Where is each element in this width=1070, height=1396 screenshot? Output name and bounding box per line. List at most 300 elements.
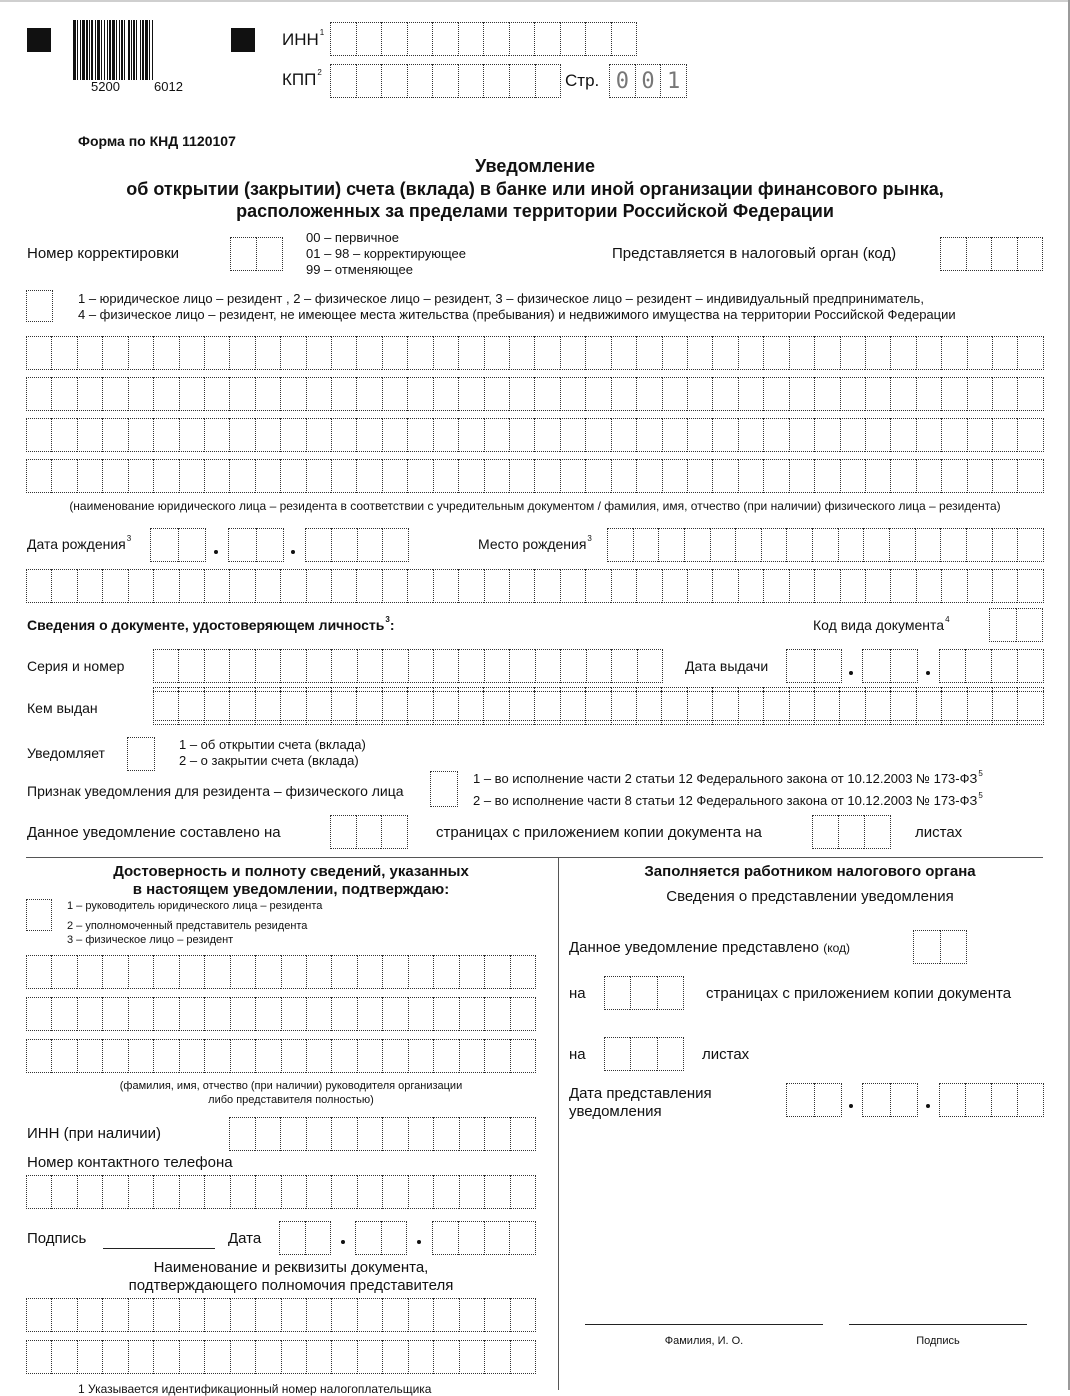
resident-name-row-3-cell[interactable] (814, 418, 839, 452)
resident-name-row-2-cell[interactable] (128, 377, 153, 411)
confirm-name-row-3-cell[interactable] (281, 1039, 306, 1073)
resident-name-row-3-cell[interactable] (102, 418, 127, 452)
issued-by-cells-2-cell[interactable] (789, 691, 814, 725)
birth-place-cells-1-cell[interactable] (838, 528, 864, 562)
authority-doc-row-2-cell[interactable] (77, 1340, 102, 1374)
pages-count-cells-cell[interactable] (330, 815, 356, 849)
resident-name-row-1-cell[interactable] (102, 336, 127, 370)
resident-name-row-4-cell[interactable] (509, 459, 534, 493)
resident-name-row-4-cell[interactable] (712, 459, 737, 493)
authority-doc-row-1-cell[interactable] (102, 1298, 127, 1332)
resident-name-row-3[interactable] (26, 418, 1044, 452)
confirm-name-row-3-cell[interactable] (51, 1039, 76, 1073)
tax-month-cells[interactable] (862, 1083, 918, 1117)
phone-cells-cell[interactable] (77, 1175, 102, 1209)
resident-name-row-1-cell[interactable] (662, 336, 687, 370)
resident-name-row-4-cell[interactable] (789, 459, 814, 493)
authority-doc-row-1-cell[interactable] (204, 1298, 229, 1332)
issued-by-cells-2-cell[interactable] (382, 691, 407, 725)
confirm-name-row-3-cell[interactable] (357, 1039, 382, 1073)
confirm-name-row-3-cell[interactable] (179, 1039, 204, 1073)
issued-by-cells-2-cell[interactable] (967, 691, 992, 725)
phone-cells-cell[interactable] (204, 1175, 229, 1209)
resident-name-row-4-cell[interactable] (560, 459, 585, 493)
phone-cells-cell[interactable] (51, 1175, 76, 1209)
notify-cell-cell[interactable] (127, 737, 155, 771)
tax-year-cells-cell[interactable] (965, 1083, 991, 1117)
resident-name-row-3-cell[interactable] (484, 418, 509, 452)
issued-by-cells-2-cell[interactable] (839, 691, 864, 725)
birth-place-cells-2-cell[interactable] (484, 569, 509, 603)
resident-name-row-3-cell[interactable] (611, 418, 636, 452)
resident-name-row-2-cell[interactable] (941, 377, 966, 411)
confirm-name-row-3[interactable] (26, 1039, 536, 1073)
issued-by-cells-2-cell[interactable] (560, 691, 585, 725)
sheets-count-cells-cell[interactable] (864, 815, 891, 849)
confirm-name-row-2-cell[interactable] (484, 997, 509, 1031)
resident-name-row-4-cell[interactable] (763, 459, 788, 493)
tax-day-cells[interactable] (786, 1083, 842, 1117)
page-number-cells-cell[interactable]: 0 (609, 64, 635, 98)
resident-name-row-3-cell[interactable] (992, 418, 1017, 452)
confirm-name-row-2-cell[interactable] (77, 997, 102, 1031)
birth-place-cells-2-cell[interactable] (382, 569, 407, 603)
confirm-name-row-1-cell[interactable] (51, 955, 76, 989)
resident-name-row-3-cell[interactable] (534, 418, 559, 452)
resident-name-row-2-cell[interactable] (789, 377, 814, 411)
kpp-cells-cell[interactable] (356, 64, 382, 98)
resident-name-row-4-cell[interactable] (51, 459, 76, 493)
inn-cells-cell[interactable] (483, 22, 509, 56)
birth-place-cells-1-cell[interactable] (966, 528, 992, 562)
confirm-inn-cells-cell[interactable] (229, 1117, 255, 1151)
authority-doc-row-1-cell[interactable] (484, 1298, 509, 1332)
resident-name-row-2-cell[interactable] (814, 377, 839, 411)
doc-code-cells[interactable] (989, 608, 1043, 642)
tax-year-cells[interactable] (939, 1083, 1044, 1117)
confirm-name-row-1-cell[interactable] (510, 955, 536, 989)
issue-month-cells-cell[interactable] (890, 649, 919, 683)
birth-place-cells-1-cell[interactable] (992, 528, 1018, 562)
confirm-name-row-1-cell[interactable] (408, 955, 433, 989)
resident-name-row-1-cell[interactable] (585, 336, 610, 370)
birth-place-cells-1-cell[interactable] (684, 528, 710, 562)
birth-place-cells-2-cell[interactable] (77, 569, 102, 603)
kpp-cells-cell[interactable] (330, 64, 356, 98)
phone-cells-cell[interactable] (382, 1175, 407, 1209)
resident-name-row-3-cell[interactable] (1017, 418, 1043, 452)
resident-type-cell[interactable] (26, 290, 53, 322)
confirm-name-row-2-cell[interactable] (230, 997, 255, 1031)
birth-month-cells-cell[interactable] (256, 528, 285, 562)
confirm-name-row-2-cell[interactable] (510, 997, 536, 1031)
resident-name-row-2-cell[interactable] (356, 377, 381, 411)
confirm-inn-cells-cell[interactable] (255, 1117, 281, 1151)
tax-month-cells-cell[interactable] (862, 1083, 890, 1117)
resident-name-row-4-cell[interactable] (433, 459, 458, 493)
tax-fio-line[interactable] (585, 1324, 823, 1325)
resident-name-row-1-cell[interactable] (738, 336, 763, 370)
resident-name-row-3-cell[interactable] (280, 418, 305, 452)
correction-cells-cell[interactable] (230, 237, 256, 271)
birth-day-cells[interactable] (150, 528, 206, 562)
tax-authority-cells[interactable] (940, 237, 1043, 271)
phone-cells-cell[interactable] (408, 1175, 433, 1209)
resident-name-row-4-cell[interactable] (306, 459, 331, 493)
inn-cells[interactable] (330, 22, 637, 56)
resident-name-row-2[interactable] (26, 377, 1044, 411)
confirm-name-row-2-cell[interactable] (408, 997, 433, 1031)
resident-name-row-4-cell[interactable] (585, 459, 610, 493)
confirm-name-row-1-cell[interactable] (153, 955, 178, 989)
resident-name-row-4-cell[interactable] (458, 459, 483, 493)
resident-name-row-2-cell[interactable] (738, 377, 763, 411)
resident-name-row-4-cell[interactable] (382, 459, 407, 493)
resident-name-row-2-cell[interactable] (509, 377, 534, 411)
birth-place-cells-1-cell[interactable] (658, 528, 684, 562)
issued-by-cells-2-cell[interactable] (687, 691, 712, 725)
authority-doc-row-2-cell[interactable] (153, 1340, 178, 1374)
confirm-name-row-2[interactable] (26, 997, 536, 1031)
phone-cells-cell[interactable] (102, 1175, 127, 1209)
phone-cells[interactable] (26, 1175, 536, 1209)
authority-doc-row-2-cell[interactable] (230, 1340, 255, 1374)
tax-sheets-cells-cell[interactable] (657, 1037, 684, 1071)
issued-by-cells-2-cell[interactable] (992, 691, 1017, 725)
series-number-cells-cell[interactable] (280, 649, 305, 683)
resident-name-row-3-cell[interactable] (662, 418, 687, 452)
birth-place-cells-2-cell[interactable] (738, 569, 763, 603)
confirm-name-row-2-cell[interactable] (433, 997, 458, 1031)
birth-day-cells-cell[interactable] (150, 528, 178, 562)
inn-cells-cell[interactable] (611, 22, 638, 56)
issue-year-cells-cell[interactable] (939, 649, 965, 683)
resident-name-row-4-cell[interactable] (255, 459, 280, 493)
resident-name-row-4-cell[interactable] (941, 459, 966, 493)
resident-name-row-3-cell[interactable] (865, 418, 890, 452)
authority-doc-row-2-cell[interactable] (26, 1340, 51, 1374)
confirm-name-row-2-cell[interactable] (357, 997, 382, 1031)
sheets-count-cells[interactable] (812, 815, 891, 849)
resident-name-row-1-cell[interactable] (967, 336, 992, 370)
issued-by-cells-2-cell[interactable] (636, 691, 661, 725)
confirm-name-row-2-cell[interactable] (26, 997, 51, 1031)
confirm-year-cells-cell[interactable] (484, 1221, 510, 1255)
issued-by-cells-2-cell[interactable] (356, 691, 381, 725)
birth-day-cells-cell[interactable] (178, 528, 207, 562)
correction-cells-cell[interactable] (256, 237, 283, 271)
confirm-name-row-1-cell[interactable] (26, 955, 51, 989)
resident-name-row-4-cell[interactable] (865, 459, 890, 493)
sheets-count-cells-cell[interactable] (812, 815, 838, 849)
tax-year-cells-cell[interactable] (939, 1083, 965, 1117)
tax-day-cells-cell[interactable] (814, 1083, 843, 1117)
birth-place-cells-2-cell[interactable] (51, 569, 76, 603)
resident-name-row-2-cell[interactable] (51, 377, 76, 411)
tax-year-cells-cell[interactable] (1017, 1083, 1044, 1117)
confirm-name-row-3-cell[interactable] (204, 1039, 229, 1073)
birth-year-cells[interactable] (305, 528, 409, 562)
birth-place-cells-2-cell[interactable] (763, 569, 788, 603)
resident-name-row-3-cell[interactable] (941, 418, 966, 452)
authority-doc-row-2-cell[interactable] (51, 1340, 76, 1374)
resident-name-row-4-cell[interactable] (916, 459, 941, 493)
confirm-year-cells-cell[interactable] (458, 1221, 484, 1255)
resident-name-row-1-cell[interactable] (356, 336, 381, 370)
issued-by-cells-2-cell[interactable] (433, 691, 458, 725)
birth-place-cells-1-cell[interactable] (735, 528, 761, 562)
resident-name-row-2-cell[interactable] (890, 377, 915, 411)
birth-place-cells-2-cell[interactable] (662, 569, 687, 603)
authority-doc-row-2-cell[interactable] (255, 1340, 280, 1374)
birth-month-cells-cell[interactable] (228, 528, 256, 562)
resident-name-row-3-cell[interactable] (204, 418, 229, 452)
tax-pages-cells-cell[interactable] (657, 976, 684, 1010)
phone-cells-cell[interactable] (128, 1175, 153, 1209)
issued-by-cells-2-cell[interactable] (407, 691, 432, 725)
resident-name-row-2-cell[interactable] (560, 377, 585, 411)
resident-name-row-1-cell[interactable] (865, 336, 890, 370)
confirm-year-cells-cell[interactable] (432, 1221, 458, 1255)
confirm-name-row-3-cell[interactable] (230, 1039, 255, 1073)
confirm-inn-cells-cell[interactable] (331, 1117, 357, 1151)
inn-cells-cell[interactable] (356, 22, 382, 56)
birth-place-cells-1-cell[interactable] (812, 528, 838, 562)
issued-by-cells-2-cell[interactable] (661, 691, 686, 725)
confirm-name-row-2-cell[interactable] (331, 997, 356, 1031)
tax-authority-cells-cell[interactable] (940, 237, 966, 271)
doc-code-cells-cell[interactable] (1016, 608, 1044, 642)
authority-doc-row-2-cell[interactable] (128, 1340, 153, 1374)
resident-name-row-1-cell[interactable] (255, 336, 280, 370)
birth-place-cells-1-cell[interactable] (1017, 528, 1044, 562)
resident-name-row-4-cell[interactable] (356, 459, 381, 493)
resident-name-row-1-cell[interactable] (382, 336, 407, 370)
tax-pages-cells-cell[interactable] (630, 976, 656, 1010)
series-number-cells-cell[interactable] (509, 649, 534, 683)
birth-place-cells-2-cell[interactable] (890, 569, 915, 603)
phone-cells-cell[interactable] (484, 1175, 509, 1209)
authority-doc-row-1-cell[interactable] (51, 1298, 76, 1332)
resident-name-row-2-cell[interactable] (102, 377, 127, 411)
resident-name-row-1-cell[interactable] (229, 336, 254, 370)
authority-doc-row-1-cell[interactable] (230, 1298, 255, 1332)
inn-cells-cell[interactable] (330, 22, 356, 56)
resident-name-row-3-cell[interactable] (560, 418, 585, 452)
issued-by-cells-2-cell[interactable] (483, 691, 508, 725)
tax-submitted-cells-cell[interactable] (940, 930, 968, 964)
birth-place-cells-2-cell[interactable] (992, 569, 1017, 603)
resident-name-row-1-cell[interactable] (789, 336, 814, 370)
resident-name-row-3-cell[interactable] (255, 418, 280, 452)
tax-submitted-cells-cell[interactable] (913, 930, 940, 964)
pages-count-cells-cell[interactable] (356, 815, 382, 849)
resident-name-row-4-cell[interactable] (662, 459, 687, 493)
resident-name-row-1-cell[interactable] (484, 336, 509, 370)
birth-place-cells-2-cell[interactable] (433, 569, 458, 603)
pages-count-cells-cell[interactable] (381, 815, 408, 849)
confirm-name-row-3-cell[interactable] (128, 1039, 153, 1073)
issued-by-cells-2-cell[interactable] (178, 691, 203, 725)
confirm-name-row-3-cell[interactable] (484, 1039, 509, 1073)
birth-place-cells-1-cell[interactable] (761, 528, 787, 562)
confirm-month-cells-cell[interactable] (355, 1221, 381, 1255)
resident-name-row-1-cell[interactable] (26, 336, 51, 370)
signature-line[interactable] (103, 1248, 215, 1249)
series-number-cells-cell[interactable] (611, 649, 636, 683)
birth-place-cells-2-cell[interactable] (916, 569, 941, 603)
series-number-cells-cell[interactable] (153, 649, 178, 683)
resident-name-row-3-cell[interactable] (967, 418, 992, 452)
kpp-cells[interactable] (330, 64, 561, 98)
resident-name-row-2-cell[interactable] (407, 377, 432, 411)
issued-by-cells-2-cell[interactable] (763, 691, 788, 725)
series-number-cells-cell[interactable] (586, 649, 611, 683)
authority-doc-row-2-cell[interactable] (484, 1340, 509, 1374)
confirm-name-row-1-cell[interactable] (331, 955, 356, 989)
resident-name-row-1-cell[interactable] (331, 336, 356, 370)
resident-name-row-3-cell[interactable] (687, 418, 712, 452)
inn-cells-cell[interactable] (407, 22, 433, 56)
series-number-cells-cell[interactable] (306, 649, 331, 683)
resident-name-row-4-cell[interactable] (1017, 459, 1043, 493)
issue-year-cells-cell[interactable] (965, 649, 991, 683)
confirm-name-row-1-cell[interactable] (77, 955, 102, 989)
issued-by-cells-2-cell[interactable] (306, 691, 331, 725)
issued-by-cells-2-cell[interactable] (280, 691, 305, 725)
issued-by-cells-2-cell[interactable] (509, 691, 534, 725)
confirm-inn-cells-cell[interactable] (382, 1117, 408, 1151)
confirm-name-row-3-cell[interactable] (306, 1039, 331, 1073)
confirm-name-row-1-cell[interactable] (433, 955, 458, 989)
series-number-cells-cell[interactable] (382, 649, 407, 683)
phone-cells-cell[interactable] (331, 1175, 356, 1209)
birth-place-cells-2-cell[interactable] (280, 569, 305, 603)
confirm-day-cells-cell[interactable] (305, 1221, 332, 1255)
resident-name-row-2-cell[interactable] (433, 377, 458, 411)
resident-name-row-2-cell[interactable] (153, 377, 178, 411)
resident-name-row-3-cell[interactable] (789, 418, 814, 452)
series-number-cells-cell[interactable] (204, 649, 229, 683)
confirm-name-row-1-cell[interactable] (204, 955, 229, 989)
issued-by-cells-2-cell[interactable] (611, 691, 636, 725)
resident-name-row-3-cell[interactable] (153, 418, 178, 452)
issue-day-cells-cell[interactable] (814, 649, 843, 683)
birth-place-cells-2-cell[interactable] (840, 569, 865, 603)
kpp-cells-cell[interactable] (432, 64, 458, 98)
issue-day-cells-cell[interactable] (786, 649, 814, 683)
resident-name-row-2-cell[interactable] (636, 377, 661, 411)
phone-cells-cell[interactable] (306, 1175, 331, 1209)
birth-place-cells-2-cell[interactable] (865, 569, 890, 603)
resident-name-row-4-cell[interactable] (407, 459, 432, 493)
authority-doc-row-1-cell[interactable] (153, 1298, 178, 1332)
issued-by-cells-2-cell[interactable] (153, 691, 178, 725)
confirm-role-cell-cell[interactable] (26, 899, 52, 931)
resident-name-row-1-cell[interactable] (712, 336, 737, 370)
resident-name-row-4-cell[interactable] (636, 459, 661, 493)
tax-signature-line[interactable] (849, 1324, 1027, 1325)
birth-month-cells[interactable] (228, 528, 284, 562)
confirm-name-row-1-cell[interactable] (459, 955, 484, 989)
resident-name-row-3-cell[interactable] (712, 418, 737, 452)
issue-day-cells[interactable] (786, 649, 842, 683)
birth-place-cells-2-cell[interactable] (356, 569, 381, 603)
confirm-name-row-2-cell[interactable] (204, 997, 229, 1031)
series-number-cells-cell[interactable] (178, 649, 203, 683)
resident-name-row-4-cell[interactable] (890, 459, 915, 493)
birth-year-cells-cell[interactable] (357, 528, 383, 562)
authority-doc-row-1-cell[interactable] (306, 1298, 331, 1332)
issued-by-cells-2-cell[interactable] (738, 691, 763, 725)
birth-year-cells-cell[interactable] (382, 528, 409, 562)
authority-doc-row-1-cell[interactable] (128, 1298, 153, 1332)
birth-place-cells-1[interactable] (607, 528, 1044, 562)
confirm-name-row-2-cell[interactable] (51, 997, 76, 1031)
birth-place-cells-2-cell[interactable] (306, 569, 331, 603)
birth-place-cells-2-cell[interactable] (585, 569, 610, 603)
confirm-name-row-1-cell[interactable] (357, 955, 382, 989)
issue-year-cells[interactable] (939, 649, 1044, 683)
issue-year-cells-cell[interactable] (1017, 649, 1044, 683)
birth-year-cells-cell[interactable] (305, 528, 331, 562)
resident-name-row-2-cell[interactable] (534, 377, 559, 411)
resident-name-row-1-cell[interactable] (611, 336, 636, 370)
confirm-name-row-2-cell[interactable] (179, 997, 204, 1031)
tax-authority-cells-cell[interactable] (966, 237, 992, 271)
tax-authority-cells-cell[interactable] (1017, 237, 1044, 271)
confirm-inn-cells-cell[interactable] (433, 1117, 459, 1151)
resident-name-row-1-cell[interactable] (280, 336, 305, 370)
resident-name-row-1-cell[interactable] (763, 336, 788, 370)
authority-doc-row-1-cell[interactable] (255, 1298, 280, 1332)
resident-name-row-3-cell[interactable] (636, 418, 661, 452)
confirm-year-cells[interactable] (432, 1221, 536, 1255)
confirm-name-row-2-cell[interactable] (102, 997, 127, 1031)
phone-cells-cell[interactable] (433, 1175, 458, 1209)
issued-by-cells-2-cell[interactable] (331, 691, 356, 725)
resident-name-row-4-cell[interactable] (77, 459, 102, 493)
authority-doc-row-2-cell[interactable] (179, 1340, 204, 1374)
series-number-cells-cell[interactable] (255, 649, 280, 683)
confirm-inn-cells-cell[interactable] (408, 1117, 434, 1151)
page-number-cells[interactable] (609, 64, 687, 98)
resident-name-row-2-cell[interactable] (26, 377, 51, 411)
series-number-cells-cell[interactable] (408, 649, 433, 683)
resident-name-row-2-cell[interactable] (204, 377, 229, 411)
birth-place-cells-2-cell[interactable] (611, 569, 636, 603)
resident-name-row-4-cell[interactable] (814, 459, 839, 493)
resident-name-row-1-cell[interactable] (992, 336, 1017, 370)
resident-name-row-4-cell[interactable] (992, 459, 1017, 493)
resident-name-row-3-cell[interactable] (229, 418, 254, 452)
tax-submitted-cells[interactable] (913, 930, 967, 964)
issue-year-cells-cell[interactable] (991, 649, 1017, 683)
birth-place-cells-2-cell[interactable] (814, 569, 839, 603)
issued-by-cells-2[interactable] (153, 691, 1044, 725)
birth-place-cells-2-cell[interactable] (967, 569, 992, 603)
birth-place-cells-2-cell[interactable] (941, 569, 966, 603)
resident-name-row-4[interactable] (26, 459, 1044, 493)
pages-count-cells[interactable] (330, 815, 408, 849)
authority-doc-row-1-cell[interactable] (510, 1298, 536, 1332)
birth-place-cells-1-cell[interactable] (915, 528, 941, 562)
authority-doc-row-1-cell[interactable] (26, 1298, 51, 1332)
phone-cells-cell[interactable] (255, 1175, 280, 1209)
birth-place-cells-2-cell[interactable] (636, 569, 661, 603)
series-number-cells-cell[interactable] (433, 649, 458, 683)
phone-cells-cell[interactable] (179, 1175, 204, 1209)
